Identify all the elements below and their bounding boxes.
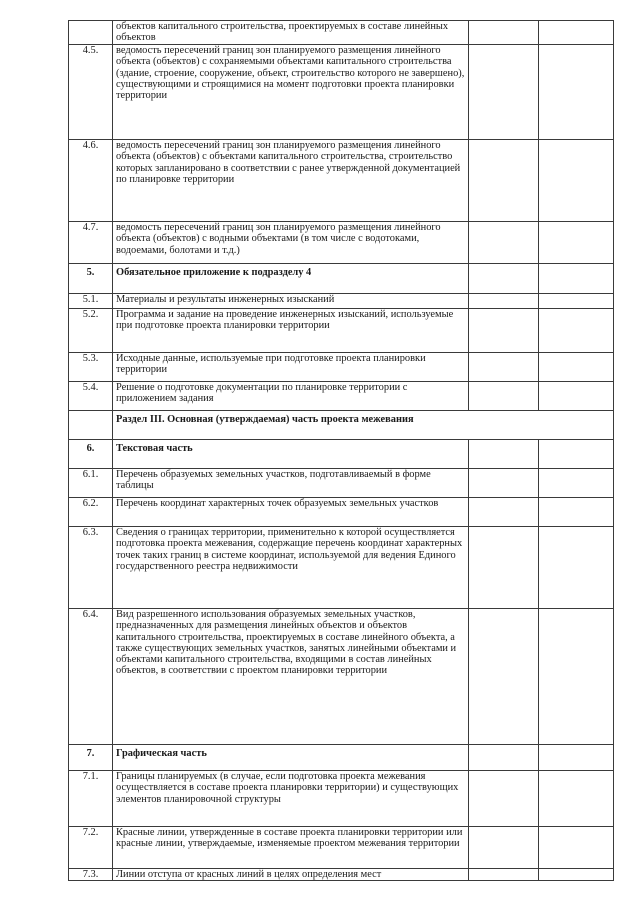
blank-cell bbox=[469, 382, 539, 411]
blank-cell bbox=[539, 45, 614, 140]
blank-cell bbox=[469, 222, 539, 264]
row-text-cell: Перечень образуемых земельных участков, подготавливаемый в форме таблицы bbox=[113, 469, 469, 498]
document-table bbox=[68, 20, 614, 881]
blank-cell bbox=[539, 498, 614, 527]
table-row bbox=[69, 869, 614, 881]
blank-cell bbox=[469, 45, 539, 140]
section-heading: Раздел III. Основная (утверждаемая) часть проекта межевания bbox=[113, 411, 614, 440]
row-text-cell: Решение о подготовке документации по планировке территории с приложением задания bbox=[113, 382, 469, 411]
blank-cell bbox=[469, 827, 539, 869]
row-text-cell: Вид разрешенного использования образуемых земельных участков, предназначенных для размещения линейных объектов и объектов капитального строительства, проектируемых в составе линейного объекта, а также существующих земельных участков, занятых линейными объектами и объектами капитального строительства, входящими в состав линейных объектов, в соответствии с проектом планировки территории bbox=[113, 609, 469, 745]
blank-cell bbox=[469, 745, 539, 771]
row-text-cell: Линии отступа от красных линий в целях определения мест bbox=[113, 869, 469, 881]
row-text-cell: Сведения о границах территории, применительно к которой осуществляется подготовка проекта межевания, содержащие перечень координат характерных точек таких границ в системе координат, используемой для ведения Единого государственного реестра недвижимости bbox=[113, 527, 469, 609]
blank-cell bbox=[539, 869, 614, 881]
blank-cell bbox=[469, 294, 539, 309]
blank-cell bbox=[469, 527, 539, 609]
table-row bbox=[69, 294, 614, 309]
row-text-cell: Графическая часть bbox=[113, 745, 469, 771]
row-number-cell: 6.1. bbox=[69, 469, 113, 498]
row-number-cell: 7.2. bbox=[69, 827, 113, 869]
table-row bbox=[69, 498, 614, 527]
row-number-cell: 5. bbox=[69, 264, 113, 294]
row-text-cell: Материалы и результаты инженерных изысканий bbox=[113, 294, 469, 309]
row-text-cell: ведомость пересечений границ зон планируемого размещения линейного объекта (объектов) с водными объектами (в том числе с водотоками, водоемами, болотами и т.д.) bbox=[113, 222, 469, 264]
table-row bbox=[69, 309, 614, 353]
blank-cell bbox=[539, 745, 614, 771]
table-row bbox=[69, 440, 614, 469]
table-row bbox=[69, 21, 614, 45]
blank-cell bbox=[469, 264, 539, 294]
blank-cell bbox=[539, 140, 614, 222]
blank-cell bbox=[539, 264, 614, 294]
blank-cell bbox=[469, 21, 539, 45]
blank-cell bbox=[469, 309, 539, 353]
row-number-cell: 5.2. bbox=[69, 309, 113, 353]
table-row bbox=[69, 469, 614, 498]
row-number-cell: 4.6. bbox=[69, 140, 113, 222]
row-text-cell: ведомость пересечений границ зон планируемого размещения линейного объекта (объектов) с объектами капитального строительства, строительство которых запланировано в соответствии с ранее утвержденной документацией по планировке территории bbox=[113, 140, 469, 222]
row-number-cell: 5.1. bbox=[69, 294, 113, 309]
row-number-cell bbox=[69, 411, 113, 440]
table-row bbox=[69, 140, 614, 222]
blank-cell bbox=[469, 353, 539, 382]
table-row bbox=[69, 353, 614, 382]
blank-cell bbox=[469, 869, 539, 881]
row-text-cell: ведомость пересечений границ зон планируемого размещения линейного объекта (объектов) с сохраняемыми объектами капитального строительства (здание, строение, сооружение, объект, строительство которого не завершено), существующими и строящимися на момент подготовки проекта планировки территории bbox=[113, 45, 469, 140]
blank-cell bbox=[539, 527, 614, 609]
row-text-cell: Перечень координат характерных точек образуемых земельных участков bbox=[113, 498, 469, 527]
row-text-cell: объектов капитального строительства, проектируемых в составе линейных объектов bbox=[113, 21, 469, 45]
blank-cell bbox=[539, 353, 614, 382]
blank-cell bbox=[469, 609, 539, 745]
blank-cell bbox=[539, 827, 614, 869]
blank-cell bbox=[539, 21, 614, 45]
row-number-cell: 7.3. bbox=[69, 869, 113, 881]
blank-cell bbox=[539, 609, 614, 745]
row-number-cell: 6. bbox=[69, 440, 113, 469]
blank-cell bbox=[539, 771, 614, 827]
row-number-cell: 5.3. bbox=[69, 353, 113, 382]
row-number-cell bbox=[69, 21, 113, 45]
table-row bbox=[69, 382, 614, 411]
table-row bbox=[69, 222, 614, 264]
row-number-cell: 6.2. bbox=[69, 498, 113, 527]
row-text-cell: Программа и задание на проведение инженерных изысканий, используемые при подготовке проекта планировки территории bbox=[113, 309, 469, 353]
blank-cell bbox=[539, 469, 614, 498]
row-number-cell: 7. bbox=[69, 745, 113, 771]
table-body bbox=[69, 21, 614, 881]
row-text-cell: Границы планируемых (в случае, если подготовка проекта межевания осуществляется в составе проекта планировки территории) и существующих элементов планировочной структуры bbox=[113, 771, 469, 827]
table-row bbox=[69, 264, 614, 294]
blank-cell bbox=[469, 498, 539, 527]
blank-cell bbox=[539, 382, 614, 411]
table-row bbox=[69, 527, 614, 609]
table-row bbox=[69, 745, 614, 771]
blank-cell bbox=[469, 140, 539, 222]
row-number-cell: 7.1. bbox=[69, 771, 113, 827]
blank-cell bbox=[539, 222, 614, 264]
table-row bbox=[69, 411, 614, 440]
blank-cell bbox=[539, 440, 614, 469]
row-text-cell: Текстовая часть bbox=[113, 440, 469, 469]
blank-cell bbox=[469, 440, 539, 469]
row-number-cell: 5.4. bbox=[69, 382, 113, 411]
table-row bbox=[69, 45, 614, 140]
table-row bbox=[69, 609, 614, 745]
blank-cell bbox=[539, 309, 614, 353]
row-text-cell: Обязательное приложение к подразделу 4 bbox=[113, 264, 469, 294]
row-text-cell: Красные линии, утвержденные в составе проекта планировки территории или красные линии, утверждаемые, изменяемые проектом межевания территории bbox=[113, 827, 469, 869]
table-row bbox=[69, 827, 614, 869]
table-row bbox=[69, 771, 614, 827]
row-text-cell: Исходные данные, используемые при подготовке проекта планировки территории bbox=[113, 353, 469, 382]
row-number-cell: 6.4. bbox=[69, 609, 113, 745]
blank-cell bbox=[469, 771, 539, 827]
blank-cell bbox=[469, 469, 539, 498]
row-number-cell: 4.5. bbox=[69, 45, 113, 140]
row-number-cell: 4.7. bbox=[69, 222, 113, 264]
row-number-cell: 6.3. bbox=[69, 527, 113, 609]
blank-cell bbox=[539, 294, 614, 309]
